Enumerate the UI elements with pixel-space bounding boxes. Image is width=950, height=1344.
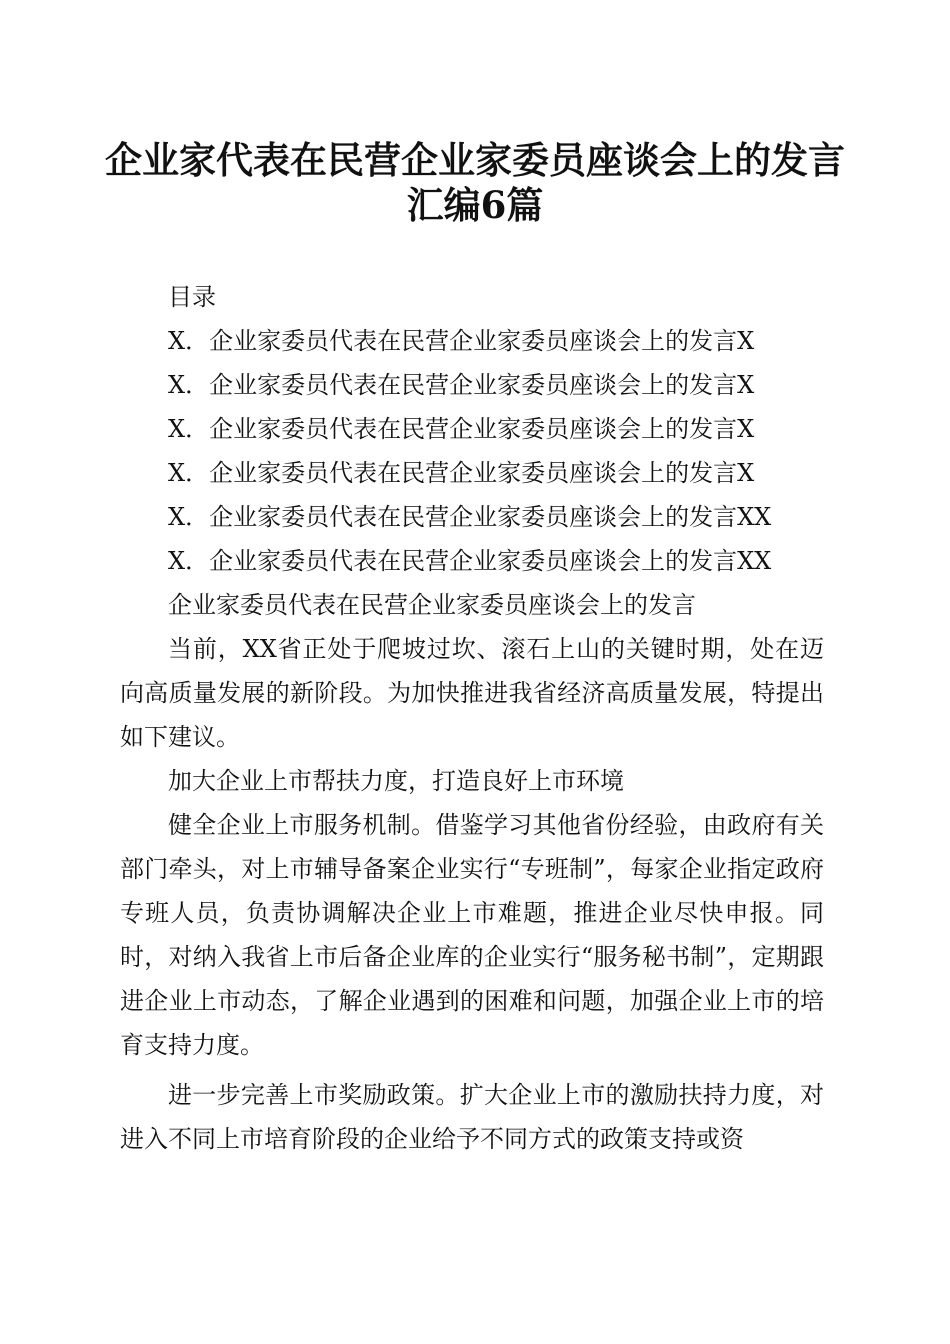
section-title: 企业家委员代表在民营企业家委员座谈会上的发言 [168,591,696,619]
toc-item: X．企业家委员代表在民营企业家委员座谈会上的发言X [168,371,755,399]
toc-item: X．企业家委员代表在民营企业家委员座谈会上的发言XX [168,547,772,575]
toc-item: X．企业家委员代表在民营企业家委员座谈会上的发言X [168,415,755,443]
subheading: 加大企业上市帮扶力度，打造良好上市环境 [168,767,624,795]
document-body [120,275,824,1161]
toc-heading: 目录 [168,283,216,311]
toc-item: X．企业家委员代表在民营企业家委员座谈会上的发言X [168,327,755,355]
paragraph: 当前，XX省正处于爬坡过坎、滚石上山的关键时期，处在迈向高质量发展的新阶段。为加快推进我省经济高质量发展，特提出如下建议。 [120,635,824,751]
title-line-2: 汇编6篇 [406,183,544,227]
paragraph: 健全企业上市服务机制。借鉴学习其他省份经验，由政府有关部门牵头，对上市辅导备案企业实行“专班制”，每家企业指定政府专班人员，负责协调解决企业上市难题，推进企业尽快申报。同时，对纳入我省上市后备企业库的企业实行“服务秘书制”，定期跟进企业上市动态，了解企业遇到的困难和问题，加强企业上市的培育支持力度。 [120,811,824,1059]
toc-item: X．企业家委员代表在民营企业家委员座谈会上的发言XX [168,503,772,531]
title-line-1: 企业家代表在民营企业家委员座谈会上的发言 [105,138,845,182]
paragraph: 进一步完善上市奖励政策。扩大企业上市的激励扶持力度，对进入不同上市培育阶段的企业给予不同方式的政策支持或资 [120,1081,824,1153]
toc-item: X．企业家委员代表在民营企业家委员座谈会上的发言X [168,459,755,487]
document-title [0,138,950,228]
